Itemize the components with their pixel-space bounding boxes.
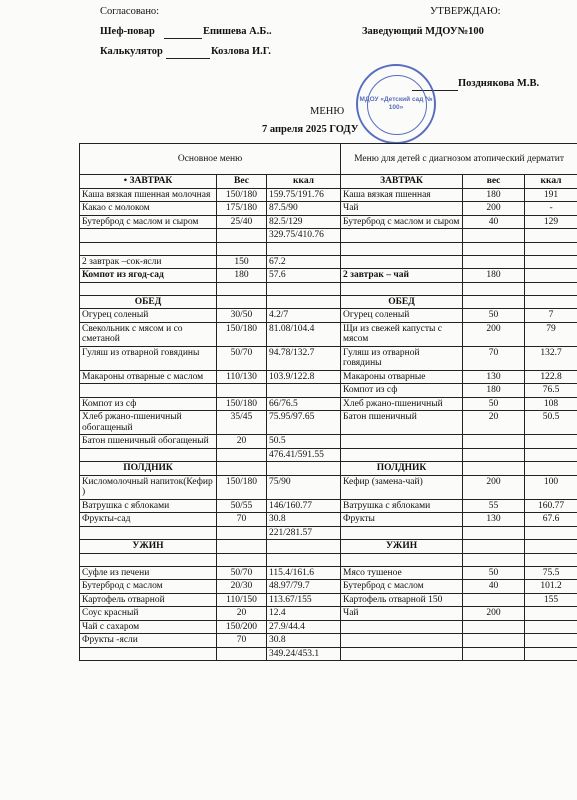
chef-label: Шеф-повар [100, 26, 155, 37]
table-cell [341, 647, 463, 661]
table-cell [525, 540, 577, 554]
table-cell: 30/50 [217, 309, 267, 323]
table-cell: 146/160.77 [267, 499, 341, 513]
table-cell [80, 282, 217, 295]
table-row [80, 475, 577, 499]
table-cell [341, 553, 463, 566]
table-cell: Бутерброд с маслом и сыром [341, 215, 463, 229]
section-row [80, 175, 577, 189]
table-cell: 20 [463, 411, 525, 435]
table-cell: УЖИН [80, 540, 217, 554]
table-cell: Огурец соленый [341, 309, 463, 323]
table-cell: Хлеб ржано-пшеничный обогащеный [80, 411, 217, 435]
table-cell: 103.9/122.8 [267, 370, 341, 384]
table-cell: 110/130 [217, 370, 267, 384]
table-cell: УЖИН [341, 540, 463, 554]
table-row [80, 229, 577, 243]
table-row [80, 620, 577, 634]
table-cell: 50/55 [217, 499, 267, 513]
table-cell: 50 [463, 397, 525, 411]
table-cell [463, 462, 525, 476]
table-cell: 132.7 [525, 346, 577, 370]
table-cell: Соус красный [80, 607, 217, 621]
table-cell: 4.2/7 [267, 309, 341, 323]
table-cell: ПОЛДНИК [341, 462, 463, 476]
table-cell [217, 647, 267, 661]
table-cell: Какао с молоком [80, 202, 217, 216]
table-cell: 75/90 [267, 475, 341, 499]
table-cell: 82.5/129 [267, 215, 341, 229]
table-cell [525, 553, 577, 566]
table-cell [80, 448, 217, 462]
table-cell: Щи из свежей капусты с мясом [341, 322, 463, 346]
table-cell: ОБЕД [341, 295, 463, 309]
table-cell: 7 [525, 309, 577, 323]
table-cell: Ватрушка с яблоками [341, 499, 463, 513]
table-cell [463, 242, 525, 255]
section-row [80, 295, 577, 309]
table-cell [463, 593, 525, 607]
table-row [80, 593, 577, 607]
table-row [80, 269, 577, 283]
table-cell: Гуляш из отварной говядины [80, 346, 217, 370]
table-cell: 12.4 [267, 607, 341, 621]
table-cell: 180 [463, 384, 525, 398]
table-cell: 76.5 [525, 384, 577, 398]
table-cell: 160.77 [525, 499, 577, 513]
table-cell [525, 462, 577, 476]
table-cell [463, 634, 525, 648]
table-cell: 50/70 [217, 346, 267, 370]
table-cell: Чай [341, 202, 463, 216]
head-label: Заведующий МДОУ№100 [362, 26, 484, 37]
table-cell [463, 526, 525, 540]
table-cell: ПОЛДНИК [80, 462, 217, 476]
table-cell [80, 526, 217, 540]
table-cell: Каша вязкая пшенная [341, 188, 463, 202]
table-cell: ккал [267, 175, 341, 189]
table-cell: Бутерброд с маслом [80, 580, 217, 594]
table-row [80, 448, 577, 462]
table-cell: Фрукты -ясли [80, 634, 217, 648]
table-cell: 48.97/79.7 [267, 580, 341, 594]
chef-signature-line [164, 38, 202, 39]
calculator-name: Козлова И.Г. [211, 46, 271, 57]
approve-label: УТВЕРЖДАЮ: [430, 6, 501, 17]
table-cell [341, 526, 463, 540]
table-cell [525, 647, 577, 661]
table-cell: Компот из сф [80, 397, 217, 411]
table-cell [463, 229, 525, 243]
table-cell [267, 295, 341, 309]
table-cell [217, 282, 267, 295]
table-cell: Вес [217, 175, 267, 189]
table-cell [525, 435, 577, 449]
table-row [80, 411, 577, 435]
table-row [80, 322, 577, 346]
table-cell [341, 282, 463, 295]
table-cell: Огурец соленый [80, 309, 217, 323]
table-cell [525, 229, 577, 243]
table-row [80, 526, 577, 540]
table-cell: Батон пшеничный [341, 411, 463, 435]
table-cell [267, 462, 341, 476]
table-cell [463, 540, 525, 554]
table-cell [217, 384, 267, 398]
table-cell: 20 [217, 607, 267, 621]
table-cell: 2 завтрак – чай [341, 269, 463, 283]
calculator-label: Калькулятор [100, 46, 163, 57]
table-cell: 75.95/97.65 [267, 411, 341, 435]
section-row [80, 462, 577, 476]
table-cell [341, 634, 463, 648]
table-cell [217, 448, 267, 462]
table-cell [463, 255, 525, 269]
table-cell [267, 242, 341, 255]
table-row [80, 309, 577, 323]
table-cell [525, 269, 577, 283]
table-cell [463, 295, 525, 309]
table-cell [463, 647, 525, 661]
table-cell: 200 [463, 202, 525, 216]
table-cell: 81.08/104.4 [267, 322, 341, 346]
table-cell: 221/281.57 [267, 526, 341, 540]
table-row [80, 188, 577, 202]
menu-table [79, 143, 577, 661]
table-cell: 115.4/161.6 [267, 566, 341, 580]
table-cell [341, 448, 463, 462]
table-cell: 50 [463, 566, 525, 580]
official-stamp [356, 64, 436, 144]
table-cell: 150/200 [217, 620, 267, 634]
table-cell [525, 255, 577, 269]
table-cell: 150/180 [217, 322, 267, 346]
table-cell: Каша вязкая пшенная молочная [80, 188, 217, 202]
table-cell: ЗАВТРАК [341, 175, 463, 189]
table-cell [463, 448, 525, 462]
table-cell: Мясо тушеное [341, 566, 463, 580]
table-cell [217, 295, 267, 309]
table-cell [217, 462, 267, 476]
table-cell: 67.6 [525, 513, 577, 527]
table-cell [525, 620, 577, 634]
table-cell: вес [463, 175, 525, 189]
table-cell: 66/76.5 [267, 397, 341, 411]
table-cell: 40 [463, 215, 525, 229]
table-cell: Кисломолочный напиток(Кефир ) [80, 475, 217, 499]
stamp-text: МДОУ «Детский сад № 100» [359, 96, 433, 111]
table-cell: 159.75/191.76 [267, 188, 341, 202]
table-cell: 87.5/90 [267, 202, 341, 216]
table-cell [267, 384, 341, 398]
table-cell [267, 282, 341, 295]
table-cell: 50 [463, 309, 525, 323]
table-cell: 150/180 [217, 188, 267, 202]
table-row [80, 634, 577, 648]
table-cell: Кефир (замена-чай) [341, 475, 463, 499]
table-cell: 20/30 [217, 580, 267, 594]
table-cell: 476.41/591.55 [267, 448, 341, 462]
table-cell: Бутерброд с маслом и сыром [80, 215, 217, 229]
table-row [80, 647, 577, 661]
table-cell [463, 620, 525, 634]
table-cell: Бутерброд с маслом [341, 580, 463, 594]
table-cell: 67.2 [267, 255, 341, 269]
table-row [80, 242, 577, 255]
table-cell: 94.78/132.7 [267, 346, 341, 370]
table-cell: Суфле из печени [80, 566, 217, 580]
table-cell: 79 [525, 322, 577, 346]
table-cell: 200 [463, 322, 525, 346]
table-cell: 180 [217, 269, 267, 283]
table-row [80, 346, 577, 370]
table-cell [217, 526, 267, 540]
table-cell: 200 [463, 607, 525, 621]
table-cell: 55 [463, 499, 525, 513]
table-cell: 349.24/453.1 [267, 647, 341, 661]
chef-name: Епишева А.Б.. [203, 26, 272, 37]
table-cell: 180 [463, 188, 525, 202]
table-cell [525, 526, 577, 540]
table-cell: 30.8 [267, 513, 341, 527]
table-cell [463, 435, 525, 449]
table-header-row [80, 144, 577, 175]
table-cell: Чай с сахаром [80, 620, 217, 634]
table-cell: 70 [217, 634, 267, 648]
head-name: Позднякова М.В. [458, 78, 540, 89]
table-cell [267, 540, 341, 554]
table-cell [341, 242, 463, 255]
table-cell: 180 [463, 269, 525, 283]
table-cell: 129 [525, 215, 577, 229]
table-cell: ккал [525, 175, 577, 189]
table-cell: 130 [463, 513, 525, 527]
section-row [80, 540, 577, 554]
menu-title: МЕНЮ [310, 106, 345, 117]
table-cell: Ватрушка с яблоками [80, 499, 217, 513]
table-cell [341, 255, 463, 269]
table-cell [217, 242, 267, 255]
table-cell [80, 229, 217, 243]
table-cell [341, 620, 463, 634]
table-row [80, 566, 577, 580]
table-cell: 329.75/410.76 [267, 229, 341, 243]
table-cell [80, 384, 217, 398]
table-cell: 50.5 [267, 435, 341, 449]
table-row [80, 384, 577, 398]
table-cell: Фрукты-сад [80, 513, 217, 527]
table-cell: Макароны отварные с маслом [80, 370, 217, 384]
table-cell [217, 553, 267, 566]
table-cell: 27.9/44.4 [267, 620, 341, 634]
table-row [80, 435, 577, 449]
table-cell: Картофель отварной 150 [341, 593, 463, 607]
table-cell: 191 [525, 188, 577, 202]
atopic-menu-header: Меню для детей с диагнозом атопический дерматит [341, 144, 577, 175]
table-row [80, 607, 577, 621]
table-cell: 20 [217, 435, 267, 449]
table-cell: • ЗАВТРАК [80, 175, 217, 189]
table-cell: 70 [463, 346, 525, 370]
table-cell: 101.2 [525, 580, 577, 594]
table-row [80, 580, 577, 594]
calculator-signature-line [166, 58, 210, 59]
table-cell [525, 448, 577, 462]
table-cell: 2 завтрак –сок-ясли [80, 255, 217, 269]
table-cell: 122.8 [525, 370, 577, 384]
table-cell: 70 [217, 513, 267, 527]
table-row [80, 513, 577, 527]
table-cell: 150/180 [217, 397, 267, 411]
table-cell: 57.6 [267, 269, 341, 283]
table-cell: ОБЕД [80, 295, 217, 309]
table-cell: 130 [463, 370, 525, 384]
table-cell: 50/70 [217, 566, 267, 580]
table-cell: Гуляш из отварной говядины [341, 346, 463, 370]
table-cell [463, 282, 525, 295]
table-cell [525, 282, 577, 295]
table-cell: Компот из сф [341, 384, 463, 398]
table-cell [80, 242, 217, 255]
table-cell: 110/150 [217, 593, 267, 607]
table-cell: 175/180 [217, 202, 267, 216]
table-cell [463, 553, 525, 566]
agreed-label: Согласовано: [100, 6, 160, 17]
table-cell: Фрукты [341, 513, 463, 527]
table-cell [525, 634, 577, 648]
table-cell: Макароны отварные [341, 370, 463, 384]
table-cell [80, 553, 217, 566]
table-cell: 108 [525, 397, 577, 411]
table-cell: - [525, 202, 577, 216]
table-row [80, 202, 577, 216]
table-row [80, 397, 577, 411]
table-cell: Чай [341, 607, 463, 621]
table-cell: 40 [463, 580, 525, 594]
table-cell [525, 607, 577, 621]
table-cell [525, 242, 577, 255]
table-cell: 35/45 [217, 411, 267, 435]
table-cell: Компот из ягод-сад [80, 269, 217, 283]
table-cell: Свекольник с мясом и со сметаной [80, 322, 217, 346]
table-cell: Батон пшеничный обогащеный [80, 435, 217, 449]
table-cell: 113.67/155 [267, 593, 341, 607]
table-cell [267, 553, 341, 566]
table-cell: 150 [217, 255, 267, 269]
table-cell [525, 295, 577, 309]
main-menu-header: Основное меню [80, 144, 341, 175]
table-cell: 50.5 [525, 411, 577, 435]
table-cell [341, 435, 463, 449]
table-cell: Картофель отварной [80, 593, 217, 607]
table-cell: 155 [525, 593, 577, 607]
table-cell [341, 229, 463, 243]
table-row [80, 215, 577, 229]
table-cell: Хлеб ржано-пшеничный [341, 397, 463, 411]
menu-date: 7 апреля 2025 ГОДУ [262, 124, 359, 135]
table-cell: 75.5 [525, 566, 577, 580]
table-row [80, 282, 577, 295]
table-row [80, 255, 577, 269]
table-cell: 30.8 [267, 634, 341, 648]
table-row [80, 499, 577, 513]
table-cell [217, 540, 267, 554]
table-cell: 200 [463, 475, 525, 499]
table-cell: 25/40 [217, 215, 267, 229]
table-cell [217, 229, 267, 243]
table-row [80, 370, 577, 384]
table-cell: 100 [525, 475, 577, 499]
table-cell: 150/180 [217, 475, 267, 499]
table-cell [80, 647, 217, 661]
table-row [80, 553, 577, 566]
